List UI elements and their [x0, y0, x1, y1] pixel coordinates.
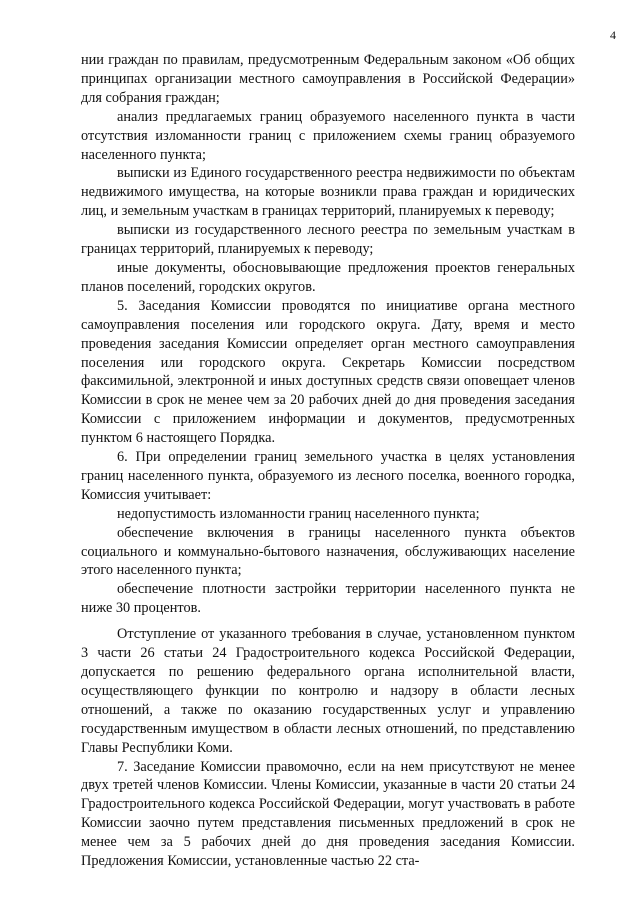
- paragraph-forest-registry-extracts: выписки из государственного лесного реестра по земельным участкам в границах территорий, планируемых к переводу;: [81, 222, 575, 258]
- paragraph-item-7: 7. Заседание Комиссии правомочно, если на нем присутствуют не менее двух третей членов Комиссии. Члены Комиссии, указанные в части 20 статьи 24 Градостроительного кодекса Российской Федерации, могут участвовать в работе Комиссии заочно путем представления письменных предложений в срок не менее чем за 5 рабочих дней до дня проведения заседания Комиссии. Предложения Комиссии, установленные частью 22 ста-: [81, 758, 575, 870]
- document-body: [81, 51, 575, 871]
- page-number: 4: [610, 28, 616, 42]
- paragraph-item-5: 5. Заседания Комиссии проводятся по инициативе органа местного самоуправления поселения или городского округа. Дату, время и место проведения заседания Комиссии определяет орган местного самоуправления поселения или городского округа. Секретарь Комиссии посредством факсимильной, электронной и иных доступных средств связи оповещает членов Комиссии в срок не менее чем за 20 рабочих дней до дня проведения заседания Комиссии с приложением информации и документов, предусмотренных пунктом 6 настоящего Порядка.: [81, 297, 575, 447]
- paragraph-density: обеспечение плотности застройки территории населенного пункта не ниже 30 процентов.: [81, 581, 575, 617]
- paragraph-continuation: нии граждан по правилам, предусмотренным Федеральным законом «Об общих принципах организации местного самоуправления в Российской Федерации» для собрания граждан;: [81, 52, 575, 106]
- paragraph-boundary-analysis: анализ предлагаемых границ образуемого населенного пункта в части отсутствия изломанности границ с приложением схемы границ образуемого населенного пункта;: [81, 108, 575, 163]
- paragraph-boundary-fragmentation: недопустимость изломанности границ населенного пункта;: [117, 505, 480, 522]
- paragraph-item-6: 6. При определении границ земельного участка в целях установления границ населенного пункта, образуемого из лесного поселка, военного городка, Комиссия учитывает:: [81, 449, 575, 503]
- paragraph-egrn-extracts: выписки из Единого государственного реестра недвижимости по объектам недвижимого имущества, на которые возникли права граждан и юридических лиц, и земельным участкам в границах территорий, планируемых к переводу;: [81, 165, 575, 220]
- paragraph-social-objects: обеспечение включения в границы населенного пункта объектов социального и коммунально-бытового назначения, обслуживающих население этого населенного пункта;: [81, 524, 575, 579]
- paragraph-deviation: Отступление от указанного требования в случае, установленном пунктом 3 части 26 статьи 24 Градостроительного кодекса Российской Федерации, допускается по решению федерального органа исполнительной власти, осуществляющего функции по контролю и надзору в области лесных отношений, а также по оказанию государственных услуг и управлению государственным имуществом в области лесных отношений, по представлению Главы Республики Коми.: [81, 626, 575, 756]
- paragraph-other-documents: иные документы, обосновывающие предложения проектов генеральных планов поселений, городских округов.: [81, 259, 575, 295]
